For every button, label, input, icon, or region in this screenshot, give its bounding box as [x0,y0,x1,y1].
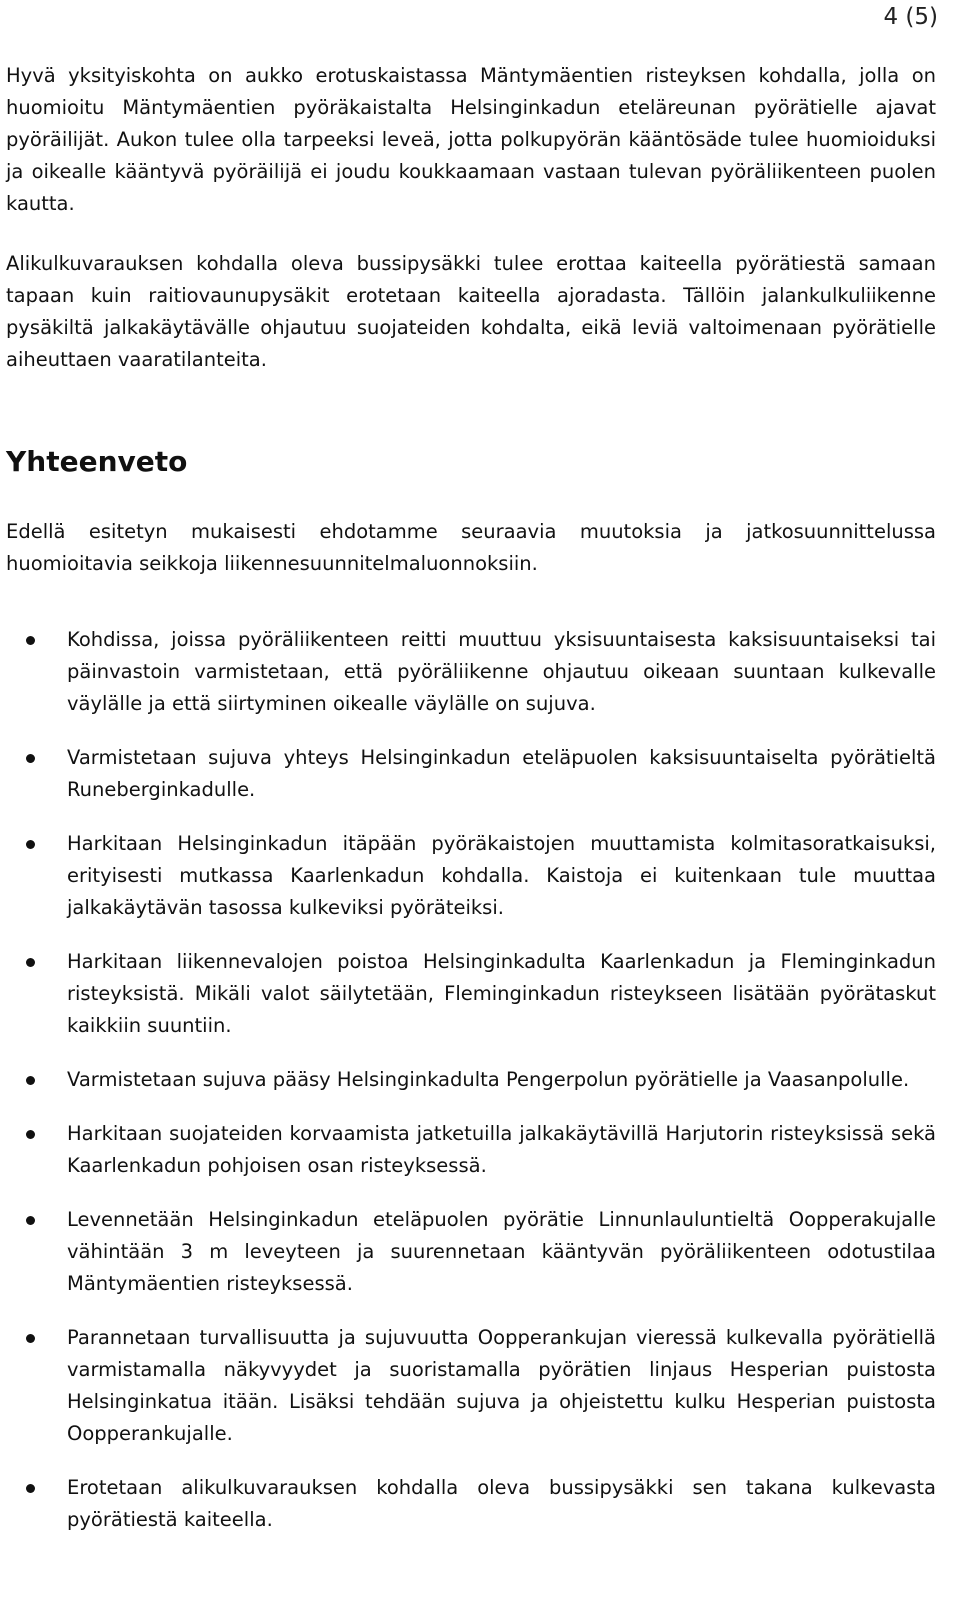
bullet-dot-icon [26,1076,35,1085]
bullet-dot-icon [26,1334,35,1343]
list-item [6,1118,936,1182]
list-item-text: Harkitaan suojateiden korvaamista jatketuilla jalkakäytävillä Harjutorin risteyksissä sekä Kaarlenkadun pohjoisen osan risteyksessä. [67,1122,936,1177]
bullet-dot-icon [26,754,35,763]
list-item [6,1204,936,1300]
list-item [6,946,936,1042]
bullet-dot-icon [26,840,35,849]
bullet-dot-icon [26,1484,35,1493]
paragraph-intersection-gap: Hyvä yksityiskohta on aukko erotuskaistassa Mäntymäentien risteyksen kohdalla, jolla on huomioitu Mäntymäentien pyöräkaistalta Helsinginkadun eteläreunan pyörätielle ajavat pyöräilijät. Aukon tulee olla tarpeeksi leveä, jotta polkupyörän kääntösäde tulee huomioiduksi ja oikealle kääntyvä pyöräilijä ei joudu koukkaamaan vastaan tulevan pyöräliikenteen puolen kautta. [6,64,936,215]
bullet-dot-icon [26,1130,35,1139]
section-heading-summary: Yhteenveto [6,445,188,478]
page-number: 4 (5) [883,4,938,30]
list-item [6,1322,936,1450]
bullet-dot-icon [26,636,35,645]
list-item-text: Parannetaan turvallisuutta ja sujuvuutta Oopperankujan vieressä kulkevalla pyörätiellä varmistamalla näkyvyydet ja suoristamalla pyörätien linjaus Hesperian puistosta Helsinginkatua itään. Lisäksi tehdään sujuva ja ohjeistettu kulku Hesperian puistosta Oopperankujalle. [67,1326,936,1445]
list-item-text: Harkitaan Helsinginkadun itäpään pyöräkaistojen muuttamista kolmitasoratkaisuksi, erityisesti mutkassa Kaarlenkadun kohdalla. Kaistoja ei kuitenkaan tule muuttaa jalkakäytävän tasossa kulkeviksi pyöräteiksi. [67,832,936,919]
list-item [6,828,936,924]
list-item-text: Varmistetaan sujuva yhteys Helsinginkadun eteläpuolen kaksisuuntaiselta pyörätieltä Runeberginkadulle. [67,746,936,801]
proposal-list [6,624,936,1536]
list-item [6,1064,936,1096]
list-item-text: Varmistetaan sujuva pääsy Helsinginkadulta Pengerpolun pyörätielle ja Vaasanpolulle. [67,1068,910,1091]
paragraph-summary-intro: Edellä esitetyn mukaisesti ehdotamme seuraavia muutoksia ja jatkosuunnittelussa huomioitavia seikkoja liikennesuunnitelmaluonnoksiin. [6,520,936,575]
bullet-dot-icon [26,1216,35,1225]
list-item-text: Harkitaan liikennevalojen poistoa Helsinginkadulta Kaarlenkadun ja Fleminginkadun risteyksistä. Mikäli valot säilytetään, Fleminginkadun risteykseen lisätään pyörätaskut kaikkiin suuntiin. [67,950,936,1037]
list-item [6,624,936,720]
bullet-dot-icon [26,958,35,967]
paragraph-bus-stop-railing: Alikulkuvarauksen kohdalla oleva bussipysäkki tulee erottaa kaiteella pyörätiestä samaan tapaan kuin raitiovaunupysäkit erotetaan kaiteella ajoradasta. Tällöin jalankulkuliikenne pysäkiltä jalkakäytävälle ohjautuu suojateiden kohdalta, eikä leviä valtoimenaan pyörätielle aiheuttaen vaaratilanteita. [6,252,936,371]
list-item [6,742,936,806]
list-item [6,1472,936,1536]
list-item-text: Erotetaan alikulkuvarauksen kohdalla oleva bussipysäkki sen takana kulkevasta pyörätiestä kaiteella. [67,1476,936,1531]
document-body [6,60,936,1558]
list-item-text: Kohdissa, joissa pyöräliikenteen reitti muuttuu yksisuuntaisesta kaksisuuntaiseksi tai päinvastoin varmistetaan, että pyöräliikenne ohjautuu oikeaan suuntaan kulkevalle väylälle ja että siirtyminen oikealle väylälle on sujuva. [67,628,936,715]
list-item-text: Levennetään Helsinginkadun eteläpuolen pyörätie Linnunlauluntieltä Oopperakujalle vähintään 3 m leveyteen ja suurennetaan kääntyvän pyöräliikenteen odotustilaa Mäntymäentien risteyksessä. [67,1208,936,1295]
